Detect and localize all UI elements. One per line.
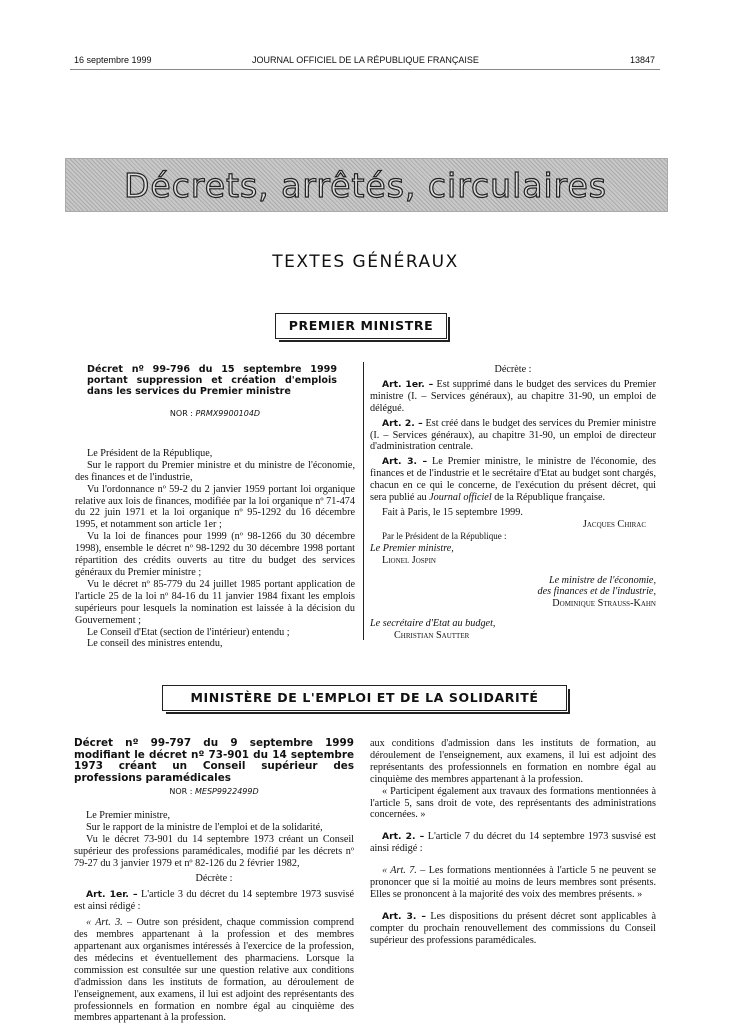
decree1-eco-title-2: des finances et de l'industrie,	[537, 586, 656, 598]
section-title: TEXTES GÉNÉRAUX	[272, 252, 459, 272]
decree1-nor-value: PRMX9900104D	[195, 409, 261, 418]
decree2-art7q-label: « Art. 7. –	[382, 865, 426, 877]
decree1-art3-text-a: Le Premier ministre, le ministre de l'économie, des finances et de l'industrie et le secrétaire d'Etat au budget sont chargés, chacun en ce qui le concerne, de l'exécution du présent décret, qui sera publié au	[370, 456, 656, 504]
decree1-fait: Fait à Paris, le 15 septembre 1999.	[382, 506, 523, 518]
decree1-par-le-president: Par le Président de la République :	[382, 530, 507, 541]
decree1-art1-label: Art. 1er. –	[382, 378, 434, 390]
decree2-article-2	[370, 831, 656, 855]
decree2-art3q-continuation: aux conditions d'admission dans les instituts de formation, au déroulement de l'enseignement, aux examens, il lui est adjoint des représentants des professionnels en formation en nombre égal au cinquième des membres appartenant à la profession.	[370, 738, 656, 785]
decree2-para-rapport: Sur le rapport de la ministre de l'emploi et de la solidarité,	[86, 821, 323, 833]
decree2-art2-text: L'article 7 du décret du 14 septembre 1973 susvisé est ainsi rédigé :	[370, 831, 656, 855]
decree1-para-president: Le Président de la République,	[87, 447, 213, 459]
decree1-pm-name: Lionel Jospin	[382, 554, 436, 566]
ministry-box-emploi-solidarite: MINISTÈRE DE L'EMPLOI ET DE LA SOLIDARITÉ	[162, 685, 567, 711]
header-page-number: 13847	[629, 55, 655, 65]
ministry-box-premier-ministre: PREMIER MINISTRE	[275, 313, 447, 339]
header-date: 16 septembre 1999	[74, 55, 152, 65]
decree1-art1-text: Est supprimé dans le budget des services du Premier ministre (I. – Services généraux), au chapitre 31-90, un emploi de délégué.	[370, 378, 656, 414]
column-divider	[363, 362, 364, 640]
decree2-quoted-art7	[370, 865, 656, 901]
decree1-article-3	[370, 456, 656, 504]
decree2-art2-label: Art. 2. –	[382, 831, 425, 843]
decree1-art2-label: Art. 2. –	[382, 417, 423, 429]
decree2-art7q-text: Les formations mentionnées à l'article 5 ne peuvent se prononcer que si la moitié au moins de leurs membres sont présents. Elles se prononcent à la majorité des voix des membres présents. »	[370, 865, 657, 900]
decree1-article-1	[370, 379, 656, 415]
decree1-left-column	[75, 364, 355, 650]
decree2-art1-label: Art. 1er. –	[86, 889, 138, 901]
decree1-budget-title: Le secrétaire d'Etat au budget,	[370, 618, 496, 630]
decree1-right-column	[370, 364, 656, 642]
decree1-para-conseil-etat: Le Conseil d'Etat (section de l'intérieur) entendu ;	[87, 626, 290, 638]
decree2-nor	[74, 786, 354, 798]
decree1-art3-journal: Journal officiel	[429, 492, 492, 504]
header-rule	[70, 69, 660, 70]
decree1-art3-label: Art. 3. –	[382, 456, 428, 468]
decree1-eco-title-1: Le ministre de l'économie,	[548, 574, 656, 586]
decree1-pm-title: Le Premier ministre,	[370, 542, 454, 554]
decree2-art3-label: Art. 3. –	[382, 910, 426, 922]
decree1-art3-text-b: de la République française.	[494, 492, 606, 504]
decree2-participent: « Participent également aux travaux des formations mentionnées à l'article 5, sans droit de vote, des représentants des administrations concernées. »	[370, 785, 656, 821]
decree2-article-3	[370, 911, 656, 947]
header-journal-title: JOURNAL OFFICIEL DE LA RÉPUBLIQUE FRANÇAISE	[252, 55, 479, 65]
decree2-art3q-label: « Art. 3. –	[86, 917, 133, 929]
decree2-right-column	[370, 738, 656, 947]
decree2-nor-value: MESP9922499D	[194, 787, 259, 796]
decree2-quoted-art3	[74, 917, 355, 1024]
decree2-art1-text: L'article 3 du décret du 14 septembre 1973 susvisé est ainsi rédigé :	[74, 889, 355, 913]
decree1-signer-president: Jacques Chirac	[582, 518, 646, 530]
decree1-eco-name: Dominique Strauss-Kahn	[552, 598, 656, 610]
banner-title: Décrets, arrêtés, circulaires	[124, 166, 607, 205]
decree2-article-1	[74, 889, 354, 913]
decree1-para-rapport: Sur le rapport du Premier ministre et du ministre de l'économie, des finances et de l'industrie,	[75, 459, 355, 483]
decree1-decrete: Décrète :	[494, 364, 532, 375]
decree2-decrete: Décrète :	[195, 873, 233, 885]
decree2-art3-text: Les dispositions du présent décret sont applicables à compter du prochain renouvellement des commissions du Conseil supérieur des professions paramédicales.	[370, 910, 656, 946]
decree1-art2-text: Est créé dans le budget des services du Premier ministre (I. – Services généraux), au chapitre 31-90, un emploi de directeur d'administration centrale.	[370, 417, 656, 453]
decree1-nor	[75, 408, 355, 420]
decree1-para-ordonnance: Vu l'ordonnance nº 59-2 du 2 janvier 1959 portant loi organique relative aux lois de finances, modifiée par la loi organique nº 71-474 du 22 juin 1971 et la loi organique nº 95-1292 du 16 décembre 1995, et notamment son article 1er ;	[75, 483, 355, 531]
decree1-article-2	[370, 418, 656, 454]
decree2-title: Décret nº 99-797 du 9 septembre 1999 modifiant le décret nº 73-901 du 14 septembre 1973 créant un Conseil supérieur des professions paramédicales	[74, 737, 354, 784]
decree2-art3q-text: Outre son président, chaque commission comprend des membres appartenant à la profession et des membres appartenant aux organismes intéressés à l'exercice de la profession, des médecins et éventuellement des pharmaciens. Lorsque la commission est consultée sur une question relative aux conditions d'admission dans les instituts de formation, au déroulement de l'enseignement, aux examens, il lui est adjoint des représentants des professionnels en formation en nombre égal au cinquième des membres appartenant à la profession.	[74, 917, 355, 1024]
decree2-para-premier-ministre: Le Premier ministre,	[86, 809, 171, 821]
decree1-budget-name: Christian Sautter	[394, 630, 470, 642]
decree1-para-decret-85: Vu le décret nº 85-779 du 24 juillet 1985 portant application de l'article 25 de la loi nº 84-16 du 11 janvier 1984 fixant les emplois supérieurs pour lesquels la nomination est laissée à la décision du Gouvernement ;	[75, 578, 355, 626]
decree1-para-conseil-ministres: Le conseil des ministres entendu,	[87, 638, 223, 650]
decree1-title: Décret nº 99-796 du 15 septembre 1999 portant suppression et création d'emplois dans les services du Premier ministre	[87, 364, 337, 397]
decree2-para-vu-decret: Vu le décret 73-901 du 14 septembre 1973 créant un Conseil supérieur des professions paramédicales, modifié par les décrets nº 79-27 du 3 janvier 1979 et nº 82-126 du 2 février 1982,	[74, 833, 354, 869]
decree2-left-column	[74, 737, 355, 1024]
decree2-nor-label: NOR :	[169, 787, 193, 796]
decree1-nor-label: NOR :	[169, 409, 193, 418]
decree1-para-loi-finances: Vu la loi de finances pour 1999 (nº 98-1266 du 30 décembre 1998), ensemble le décret nº 98-1292 du 30 décembre 1998 portant répartition des crédits ouverts au titre du budget des services généraux du Premier ministre ;	[75, 531, 355, 578]
